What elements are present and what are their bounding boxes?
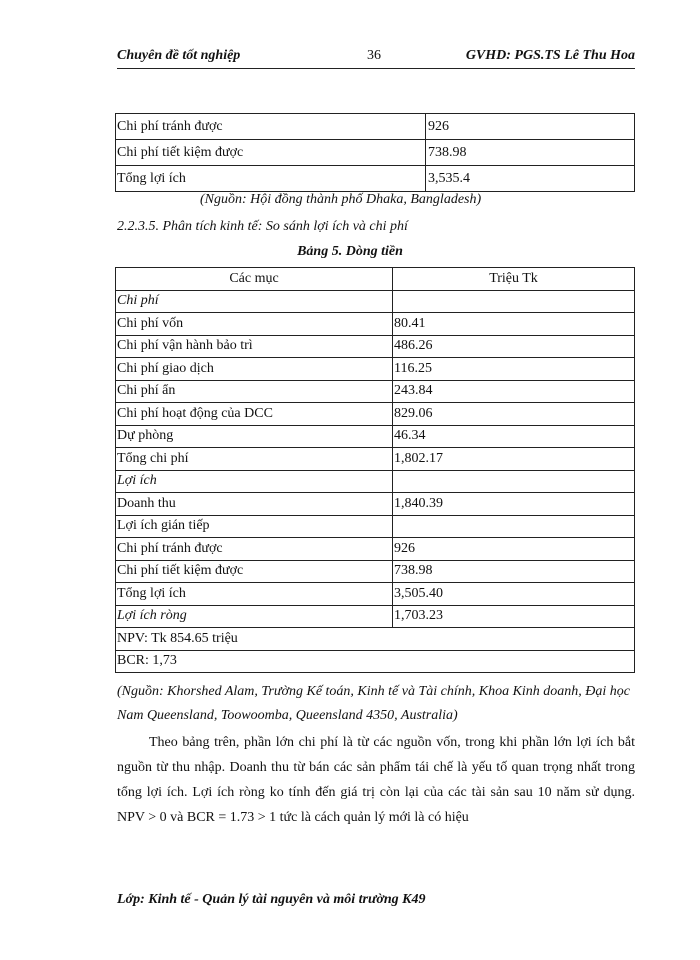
cash-flow-table <box>115 267 635 673</box>
row-label: Tổng lợi ích <box>116 166 426 192</box>
row-value <box>393 290 635 313</box>
table-row <box>116 403 635 426</box>
row-value: 3,535.4 <box>426 166 635 192</box>
row-value: 1,802.17 <box>393 448 635 471</box>
table-row <box>116 493 635 516</box>
row-value: 486.26 <box>393 335 635 358</box>
row-value: 80.41 <box>393 313 635 336</box>
section-heading: 2.2.3.5. Phân tích kinh tế: So sánh lợi ích và chi phí <box>117 219 408 234</box>
table-row <box>116 335 635 358</box>
row-value: 1,703.23 <box>393 605 635 628</box>
row-label: Chi phí vận hành bảo trì <box>116 335 393 358</box>
row-label: Tổng lợi ích <box>116 583 393 606</box>
row-label: Chi phí giao dịch <box>116 358 393 381</box>
row-value: 116.25 <box>393 358 635 381</box>
row-label: Chi phí <box>116 290 393 313</box>
row-label: Tổng chi phí <box>116 448 393 471</box>
npv-row: NPV: Tk 854.65 triệu <box>116 628 635 651</box>
table-title: Bảng 5. Dòng tiền <box>297 244 403 259</box>
row-label: Chi phí vốn <box>116 313 393 336</box>
row-value: 926 <box>393 538 635 561</box>
header-document-type: Chuyên đề tốt nghiệp <box>117 48 241 63</box>
table-row <box>116 290 635 313</box>
table-row <box>116 538 635 561</box>
table-row <box>116 515 635 538</box>
table-row <box>116 114 635 140</box>
row-label: Chi phí tiết kiệm được <box>116 140 426 166</box>
row-value: 1,840.39 <box>393 493 635 516</box>
table-row <box>116 650 635 673</box>
row-label: Doanh thu <box>116 493 393 516</box>
source-note-2: (Nguồn: Khorshed Alam, Trường Kế toán, Kinh tế và Tài chính, Khoa Kinh doanh, Đại học Nam Queensland, Toowoomba, Queensland 4350, Australia) <box>117 684 631 723</box>
page-header <box>117 46 635 69</box>
row-value: 243.84 <box>393 380 635 403</box>
body-paragraph: Theo bảng trên, phần lớn chi phí là từ các nguồn vốn, trong khi phần lớn lợi ích bắt nguồn từ thu nhập. Doanh thu từ bán các sản phẩm tái chế là yếu tố quan trọng nhất trong tổng lợi ích. Lợi ích ròng ko tính đến giá trị còn lại của các tài sản sau 10 năm sử dụng. NPV > 0 và BCR = 1.73 > 1 tức là cách quản lý mới là có hiệu <box>117 735 635 825</box>
row-value <box>393 515 635 538</box>
table-row <box>116 380 635 403</box>
table-row <box>116 448 635 471</box>
row-label: Chi phí tránh được <box>116 538 393 561</box>
table-row <box>116 583 635 606</box>
row-value: 926 <box>426 114 635 140</box>
row-label: Lợi ích ròng <box>116 605 393 628</box>
source-note-1: (Nguồn: Hội đồng thành phố Dhaka, Bangladesh) <box>200 192 482 207</box>
table-row <box>116 166 635 192</box>
table-row <box>116 313 635 336</box>
row-label: Chi phí tiết kiệm được <box>116 560 393 583</box>
row-value: 738.98 <box>426 140 635 166</box>
column-header: Các mục <box>116 268 393 291</box>
row-label: Chi phí tránh được <box>116 114 426 140</box>
table-row <box>116 140 635 166</box>
row-value <box>393 470 635 493</box>
row-value: 829.06 <box>393 403 635 426</box>
row-label: Lợi ích <box>116 470 393 493</box>
row-value: 3,505.40 <box>393 583 635 606</box>
table-row <box>116 470 635 493</box>
page-footer: Lớp: Kinh tế - Quản lý tài nguyên và môi trường K49 <box>117 892 426 907</box>
table-row <box>116 628 635 651</box>
column-header: Triệu Tk <box>393 268 635 291</box>
table-row <box>116 425 635 448</box>
table-row <box>116 605 635 628</box>
table-header-row <box>116 268 635 291</box>
table-row <box>116 560 635 583</box>
page-number: 36 <box>367 48 381 63</box>
bcr-row: BCR: 1,73 <box>116 650 635 673</box>
header-supervisor: GVHD: PGS.TS Lê Thu Hoa <box>465 48 635 63</box>
row-value: 738.98 <box>393 560 635 583</box>
row-value: 46.34 <box>393 425 635 448</box>
row-label: Lợi ích gián tiếp <box>116 515 393 538</box>
benefits-table-continued <box>115 113 635 192</box>
row-label: Dự phòng <box>116 425 393 448</box>
row-label: Chi phí hoạt động của DCC <box>116 403 393 426</box>
row-label: Chi phí ẩn <box>116 380 393 403</box>
table-row <box>116 358 635 381</box>
